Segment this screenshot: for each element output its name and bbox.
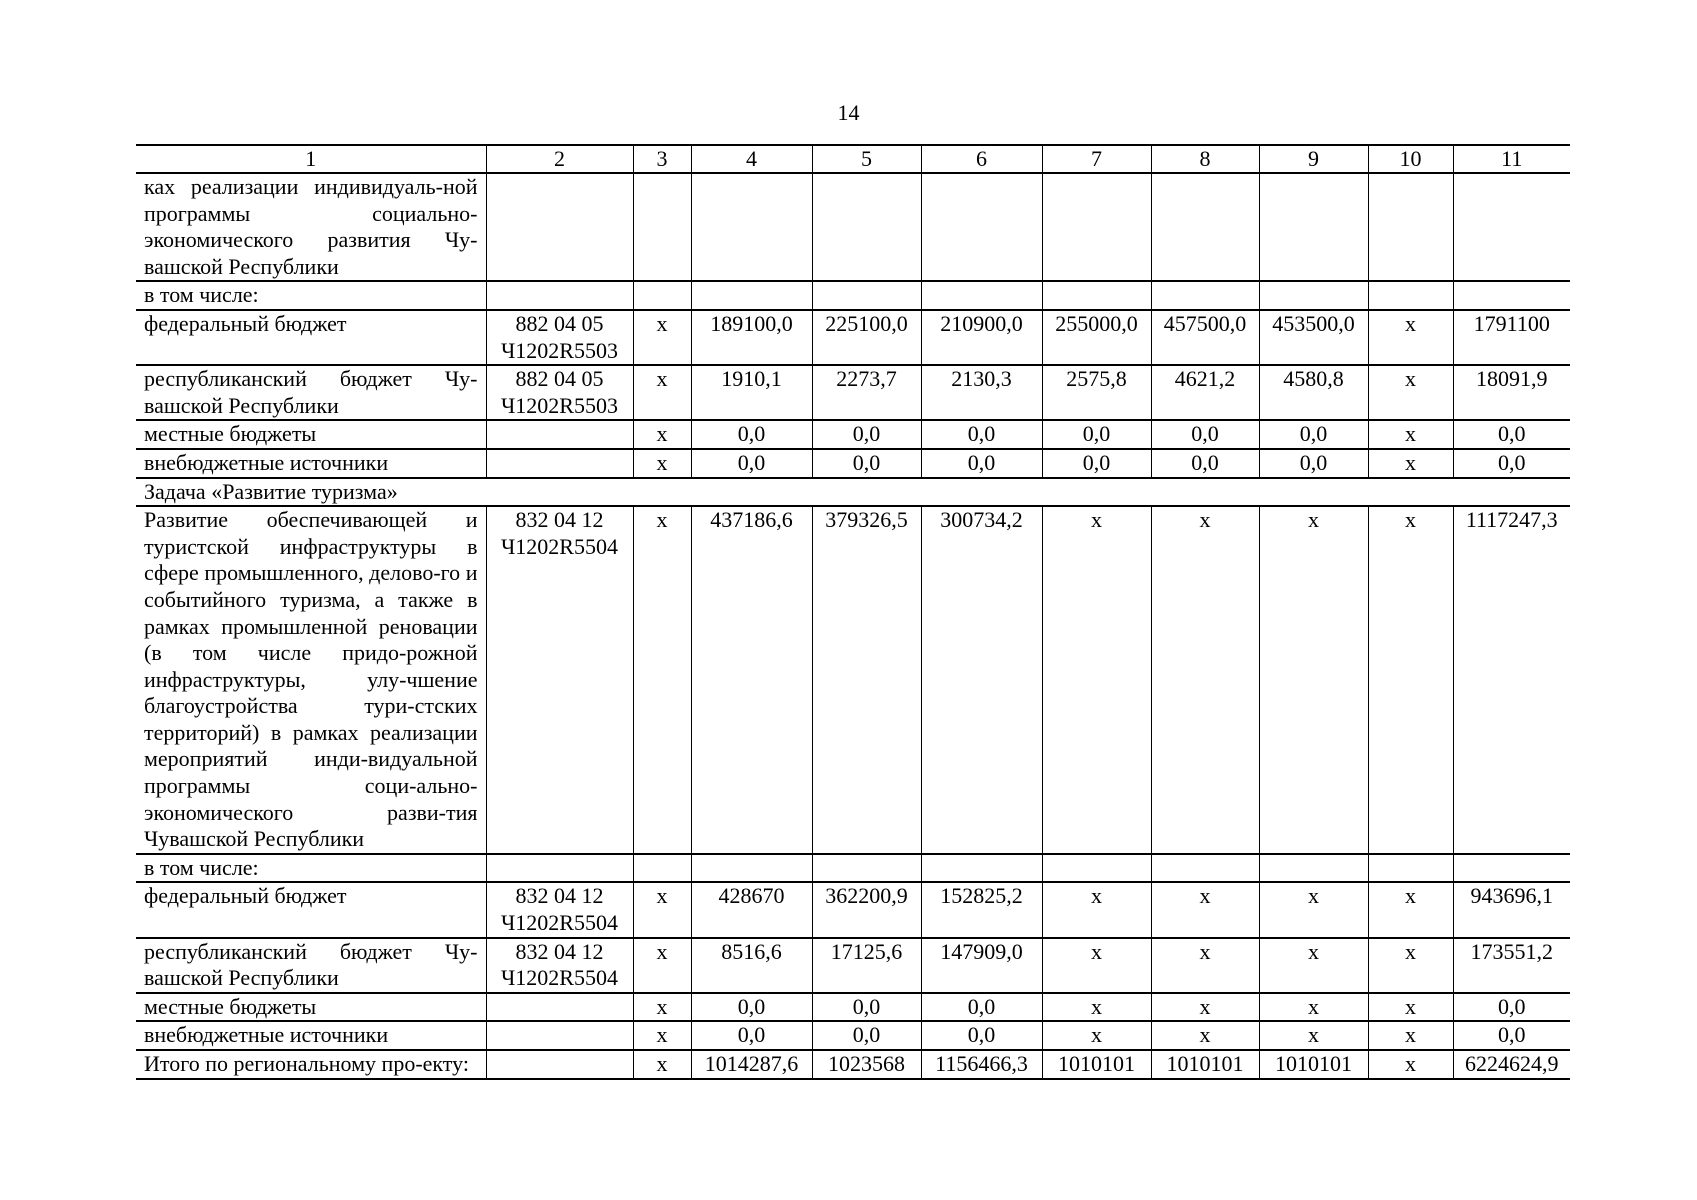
header-cell-10: 10 (1368, 145, 1453, 173)
cell-code (486, 420, 633, 449)
cell-col-5: 0,0 (812, 420, 921, 449)
cell-col-8: 0,0 (1151, 420, 1259, 449)
cell-col-7: 0,0 (1042, 420, 1151, 449)
cell-code: 832 04 12 Ч1202R5504 (486, 938, 633, 993)
cell-col-3: x (633, 882, 691, 937)
page-number: 14 (837, 100, 860, 125)
cell-col-6: 152825,2 (921, 882, 1042, 937)
cell-col-7 (1042, 173, 1151, 281)
cell-col-11 (1453, 854, 1570, 883)
table-row (136, 938, 1570, 993)
cell-col-9 (1259, 281, 1368, 310)
cell-col-6: 0,0 (921, 993, 1042, 1022)
cell-col-10 (1368, 173, 1453, 281)
cell-description: местные бюджеты (136, 993, 486, 1022)
cell-col-9 (1259, 854, 1368, 883)
cell-col-5 (812, 173, 921, 281)
table-row (136, 993, 1570, 1022)
cell-col-4: 437186,6 (691, 506, 812, 854)
cell-col-8 (1151, 854, 1259, 883)
cell-col-9: x (1259, 882, 1368, 937)
cell-col-9: x (1259, 1021, 1368, 1050)
cell-col-3: x (633, 1021, 691, 1050)
cell-col-10: x (1368, 882, 1453, 937)
header-cell-1: 1 (136, 145, 486, 173)
section-title: Задача «Развитие туризма» (136, 478, 1570, 507)
cell-description: республиканский бюджет Чу-вашской Республики (136, 365, 486, 420)
cell-col-7: 1010101 (1042, 1050, 1151, 1079)
cell-description: внебюджетные источники (136, 1021, 486, 1050)
cell-col-4 (691, 281, 812, 310)
cell-col-5: 0,0 (812, 993, 921, 1022)
cell-col-11: 943696,1 (1453, 882, 1570, 937)
cell-col-6: 210900,0 (921, 310, 1042, 365)
cell-description: местные бюджеты (136, 420, 486, 449)
cell-col-11: 0,0 (1453, 449, 1570, 478)
cell-col-10 (1368, 854, 1453, 883)
cell-col-4: 0,0 (691, 449, 812, 478)
cell-col-5 (812, 281, 921, 310)
cell-code (486, 281, 633, 310)
cell-code (486, 1050, 633, 1079)
cell-col-6 (921, 173, 1042, 281)
cell-col-3: x (633, 1050, 691, 1079)
cell-col-6: 0,0 (921, 420, 1042, 449)
header-cell-2: 2 (486, 145, 633, 173)
cell-col-3: x (633, 365, 691, 420)
cell-col-7: x (1042, 993, 1151, 1022)
cell-col-3 (633, 281, 691, 310)
cell-code: 832 04 12 Ч1202R5504 (486, 506, 633, 854)
cell-description: в том числе: (136, 281, 486, 310)
cell-code (486, 1021, 633, 1050)
cell-col-9: x (1259, 506, 1368, 854)
cell-col-11: 0,0 (1453, 993, 1570, 1022)
cell-col-10: x (1368, 506, 1453, 854)
cell-col-4: 0,0 (691, 1021, 812, 1050)
cell-description: республиканский бюджет Чу-вашской Республики (136, 938, 486, 993)
cell-col-4: 1910,1 (691, 365, 812, 420)
cell-col-11: 6224624,9 (1453, 1050, 1570, 1079)
cell-col-10: x (1368, 993, 1453, 1022)
cell-description: ках реализации индивидуаль-ной программы социально-экономического развития Чу-вашской Республики (136, 173, 486, 281)
cell-code: 832 04 12 Ч1202R5504 (486, 882, 633, 937)
cell-description: Итого по региональному про-екту: (136, 1050, 486, 1079)
cell-col-11: 173551,2 (1453, 938, 1570, 993)
cell-col-9: 0,0 (1259, 420, 1368, 449)
header-cell-6: 6 (921, 145, 1042, 173)
cell-col-8: x (1151, 993, 1259, 1022)
table-row (136, 173, 1570, 281)
cell-col-11: 0,0 (1453, 420, 1570, 449)
cell-col-8: x (1151, 938, 1259, 993)
cell-code (486, 449, 633, 478)
cell-col-8 (1151, 281, 1259, 310)
cell-col-4: 0,0 (691, 420, 812, 449)
cell-description: федеральный бюджет (136, 882, 486, 937)
cell-description: в том числе: (136, 854, 486, 883)
cell-col-11: 18091,9 (1453, 365, 1570, 420)
cell-col-3: x (633, 993, 691, 1022)
cell-col-6: 300734,2 (921, 506, 1042, 854)
cell-col-8 (1151, 173, 1259, 281)
cell-col-10: x (1368, 938, 1453, 993)
cell-col-5: 1023568 (812, 1050, 921, 1079)
cell-col-11 (1453, 173, 1570, 281)
cell-col-3: x (633, 506, 691, 854)
cell-col-9: x (1259, 938, 1368, 993)
cell-col-10: x (1368, 449, 1453, 478)
cell-col-9 (1259, 173, 1368, 281)
cell-col-8: 0,0 (1151, 449, 1259, 478)
cell-description: федеральный бюджет (136, 310, 486, 365)
table-row (136, 365, 1570, 420)
cell-col-8: x (1151, 1021, 1259, 1050)
cell-col-11: 1791100 (1453, 310, 1570, 365)
cell-code: 882 04 05 Ч1202R5503 (486, 365, 633, 420)
cell-col-7: x (1042, 882, 1151, 937)
cell-col-10 (1368, 281, 1453, 310)
cell-code (486, 173, 633, 281)
cell-col-6: 1156466,3 (921, 1050, 1042, 1079)
cell-col-6: 2130,3 (921, 365, 1042, 420)
cell-col-8: x (1151, 882, 1259, 937)
table-row (136, 310, 1570, 365)
header-row (136, 145, 1570, 173)
header-cell-8: 8 (1151, 145, 1259, 173)
cell-col-6 (921, 281, 1042, 310)
cell-col-3 (633, 173, 691, 281)
cell-col-7 (1042, 854, 1151, 883)
cell-description: Развитие обеспечивающей и туристской инфраструктуры в сфере промышленного, делово-го и событийного туризма, а также в рамках промышленной реновации (в том числе придо-рожной инфраструктуры, улу-чшение благоустройства тури-стских территорий) в рамках реализации мероприятий инди-видуальной программы соци-ально-экономического разви-тия Чувашской Республики (136, 506, 486, 854)
cell-col-7 (1042, 281, 1151, 310)
cell-description: внебюджетные источники (136, 449, 486, 478)
cell-col-5: 225100,0 (812, 310, 921, 365)
cell-col-9: 4580,8 (1259, 365, 1368, 420)
cell-col-3: x (633, 938, 691, 993)
cell-col-7: x (1042, 1021, 1151, 1050)
header-cell-7: 7 (1042, 145, 1151, 173)
header-cell-5: 5 (812, 145, 921, 173)
cell-col-7: 0,0 (1042, 449, 1151, 478)
total-row (136, 1050, 1570, 1079)
table-row (136, 449, 1570, 478)
table-row (136, 281, 1570, 310)
cell-col-3: x (633, 420, 691, 449)
cell-col-4 (691, 854, 812, 883)
cell-col-11 (1453, 281, 1570, 310)
cell-col-7: x (1042, 938, 1151, 993)
cell-col-5: 379326,5 (812, 506, 921, 854)
cell-col-5: 362200,9 (812, 882, 921, 937)
table-row (136, 854, 1570, 883)
cell-col-11: 1117247,3 (1453, 506, 1570, 854)
cell-code: 882 04 05 Ч1202R5503 (486, 310, 633, 365)
section-row (136, 478, 1570, 507)
cell-col-6: 0,0 (921, 449, 1042, 478)
header-cell-11: 11 (1453, 145, 1570, 173)
cell-code (486, 993, 633, 1022)
cell-col-10: x (1368, 1021, 1453, 1050)
table-row (136, 1021, 1570, 1050)
cell-col-8: x (1151, 506, 1259, 854)
cell-col-7: 255000,0 (1042, 310, 1151, 365)
table-row (136, 420, 1570, 449)
cell-col-3: x (633, 449, 691, 478)
cell-col-4: 428670 (691, 882, 812, 937)
cell-col-5: 0,0 (812, 449, 921, 478)
cell-col-6 (921, 854, 1042, 883)
cell-col-3 (633, 854, 691, 883)
cell-col-9: 453500,0 (1259, 310, 1368, 365)
header-cell-3: 3 (633, 145, 691, 173)
table-row (136, 882, 1570, 937)
cell-col-4 (691, 173, 812, 281)
cell-col-11: 0,0 (1453, 1021, 1570, 1050)
cell-col-5: 2273,7 (812, 365, 921, 420)
cell-code (486, 854, 633, 883)
cell-col-10: x (1368, 365, 1453, 420)
cell-col-10: x (1368, 310, 1453, 365)
budget-table (136, 144, 1570, 1080)
cell-col-6: 147909,0 (921, 938, 1042, 993)
cell-col-7: 2575,8 (1042, 365, 1151, 420)
cell-col-5: 0,0 (812, 1021, 921, 1050)
cell-col-10: x (1368, 420, 1453, 449)
cell-col-5 (812, 854, 921, 883)
cell-col-5: 17125,6 (812, 938, 921, 993)
cell-col-4: 189100,0 (691, 310, 812, 365)
table-body (136, 145, 1570, 1079)
cell-col-4: 1014287,6 (691, 1050, 812, 1079)
header-cell-9: 9 (1259, 145, 1368, 173)
cell-col-10: x (1368, 1050, 1453, 1079)
cell-col-3: x (633, 310, 691, 365)
cell-col-9: 0,0 (1259, 449, 1368, 478)
cell-col-7: x (1042, 506, 1151, 854)
cell-col-4: 0,0 (691, 993, 812, 1022)
cell-col-9: 1010101 (1259, 1050, 1368, 1079)
cell-col-8: 4621,2 (1151, 365, 1259, 420)
cell-col-8: 1010101 (1151, 1050, 1259, 1079)
cell-col-6: 0,0 (921, 1021, 1042, 1050)
cell-col-8: 457500,0 (1151, 310, 1259, 365)
cell-col-4: 8516,6 (691, 938, 812, 993)
table-row (136, 506, 1570, 854)
cell-col-9: x (1259, 993, 1368, 1022)
header-cell-4: 4 (691, 145, 812, 173)
